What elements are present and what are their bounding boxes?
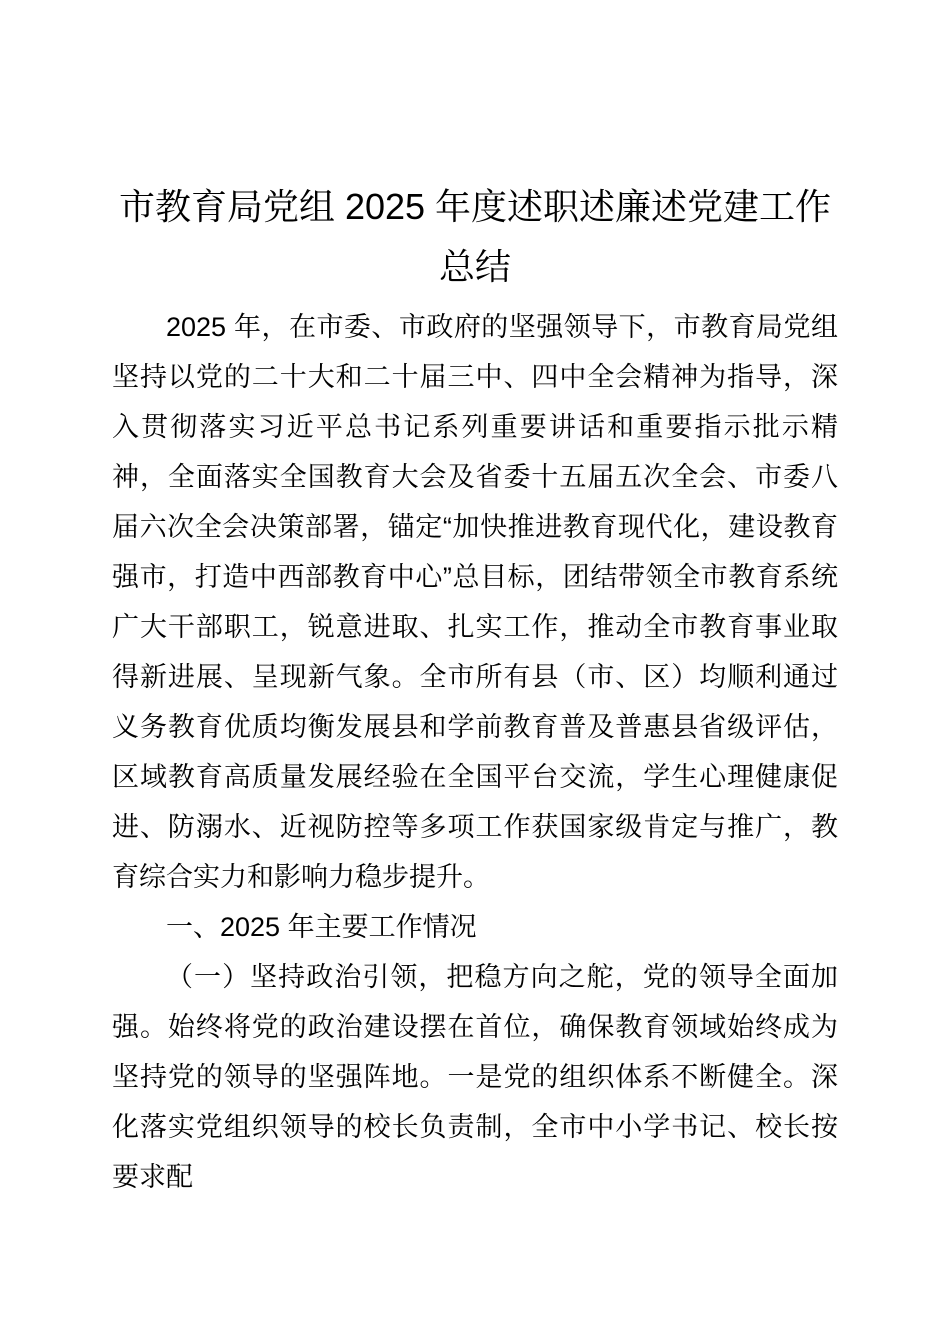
section-heading-main-work: 一、2025 年主要工作情况 (166, 912, 477, 942)
document-title: 市教育局党组 2025 年度述职述廉述党建工作总结 (118, 186, 832, 287)
subsection-paragraph-political-leadership: （一）坚持政治引领，把稳方向之舵，党的领导全面加强。始终将党的政治建设摆在首位，确保教育领域始终成为坚持党的领导的坚强阵地。一是党的组织体系不断健全。深化落实党组织领导的校长负责制，全市中小学书记、校长按要求配 (112, 962, 838, 1192)
intro-paragraph: 2025 年，在市委、市政府的坚强领导下，市教育局党组坚持以党的二十大和二十届三中、四中全会精神为指导，深入贯彻落实习近平总书记系列重要讲话和重要指示批示精神，全面落实全国教育大会及省委十五届五次全会、市委八届六次全会决策部署，锚定“加快推进教育现代化，建设教育强市，打造中西部教育中心”总目标，团结带领全市教育系统广大干部职工，锐意进取、扎实工作，推动全市教育事业取得新进展、呈现新气象。全市所有县（市、区）均顺利通过义务教育优质均衡发展县和学前教育普及普惠县省级评估，区域教育高质量发展经验在全国平台交流，学生心理健康促进、防溺水、近视防控等多项工作获国家级肯定与推广，教育综合实力和影响力稳步提升。 (112, 312, 838, 892)
